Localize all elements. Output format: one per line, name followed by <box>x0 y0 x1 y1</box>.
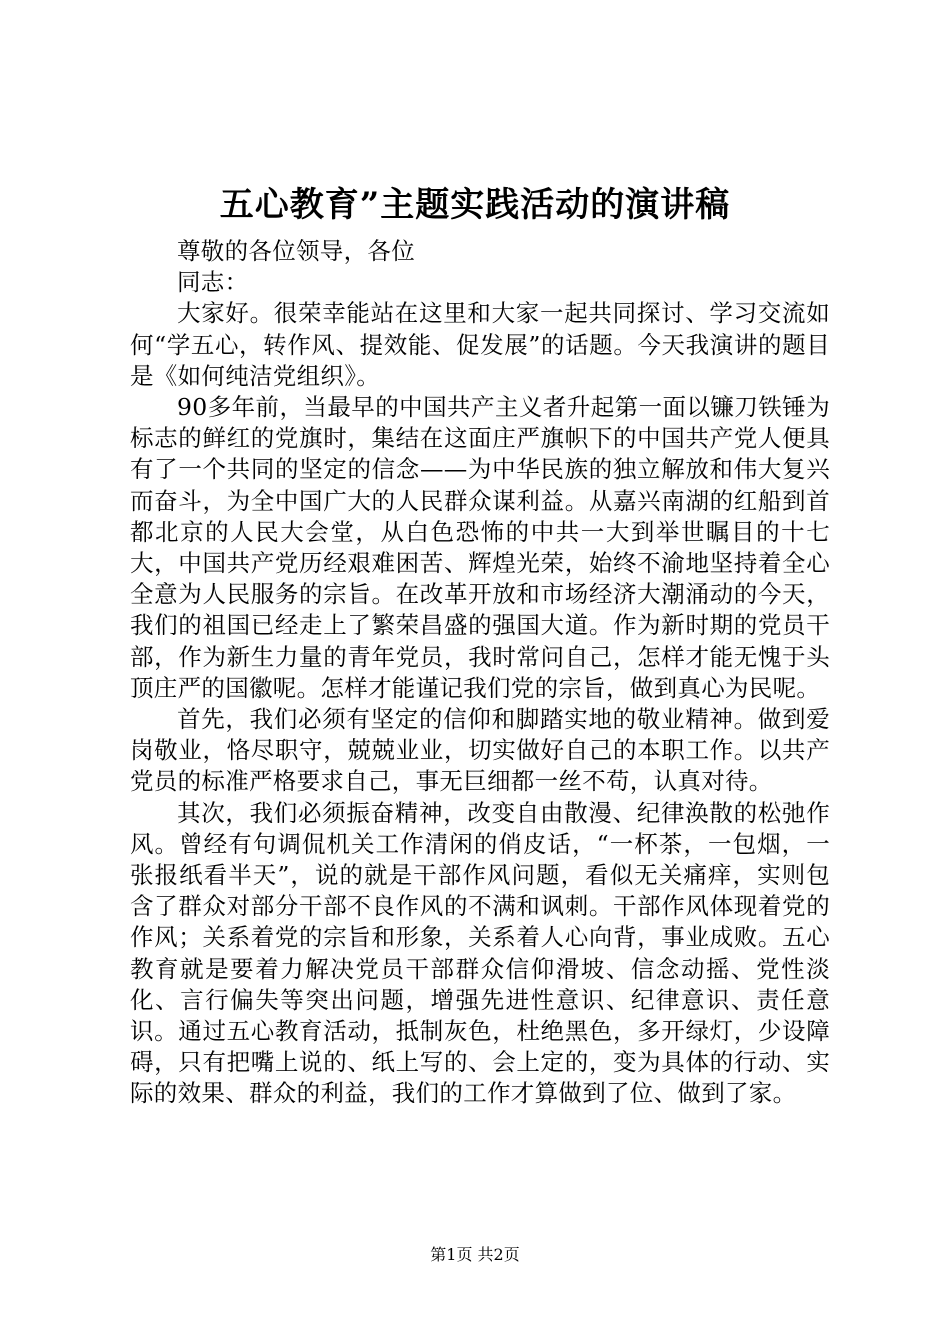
document-body <box>130 236 830 1110</box>
page-footer <box>0 1245 950 1265</box>
paragraph-4: 其次，我们必须振奋精神，改变自由散漫、纪律涣散的松弛作风。曾经有句调侃机关工作清闲的俏皮话，“一杯茶，一包烟，一张报纸看半天”，说的就是干部作风问题，看似无关痛痒，实则包含了群众对部分干部不良作风的不满和讽刺。干部作风体现着党的作风；关系着党的宗旨和形象，关系着人心向背，事业成败。五心教育就是要着力解决党员干部群众信仰滑坡、信念动摇、党性淡化、言行偏失等突出问题，增强先进性意识、纪律意识、责任意识。通过五心教育活动，抵制灰色，杜绝黑色，多开绿灯，少设障碍，只有把嘴上说的、纸上写的、会上定的，变为具体的行动、实际的效果、群众的利益，我们的工作才算做到了位、做到了家。 <box>130 798 830 1108</box>
paragraph-3: 首先，我们必须有坚定的信仰和脚踏实地的敬业精神。做到爱岗敬业，恪尽职守，兢兢业业，切实做好自己的本职工作。以共产党员的标准严格要求自己，事无巨细都一丝不苟，认真对待。 <box>130 705 830 796</box>
salutation: 尊敬的各位领导，各位同志： <box>177 237 415 297</box>
paragraph-2: 90多年前，当最早的中国共产主义者升起第一面以镰刀铁锤为标志的鲜红的党旗时，集结在这面庄严旗帜下的中国共产党人便具有了一个共同的坚定的信念——为中华民族的独立解放和伟大复兴而奋斗，为全中国广大的人民群众谋利益。从嘉兴南湖的红船到首都北京的人民大会堂，从白色恐怖的中共一大到举世瞩目的十七大，中国共产党历经艰难困苦、辉煌光荣，始终不渝地坚持着全心全意为人民服务的宗旨。在改革开放和市场经济大潮涌动的今天，我们的祖国已经走上了繁荣昌盛的强国大道。作为新时期的党员干部，作为新生力量的青年党员，我时常问自己，怎样才能无愧于头顶庄严的国徽呢。怎样才能谨记我们党的宗旨，做到真心为民呢。 <box>130 393 830 702</box>
page-indicator: 第1页 共2页 <box>430 1245 520 1264</box>
paragraph-1: 大家好。很荣幸能站在这里和大家一起共同探讨、学习交流如何“学五心，转作风、提效能、促发展”的话题。今天我演讲的题目是《如何纯洁党组织》。 <box>130 299 830 390</box>
document-title: 五心教育”主题实践活动的演讲稿 <box>219 185 731 225</box>
